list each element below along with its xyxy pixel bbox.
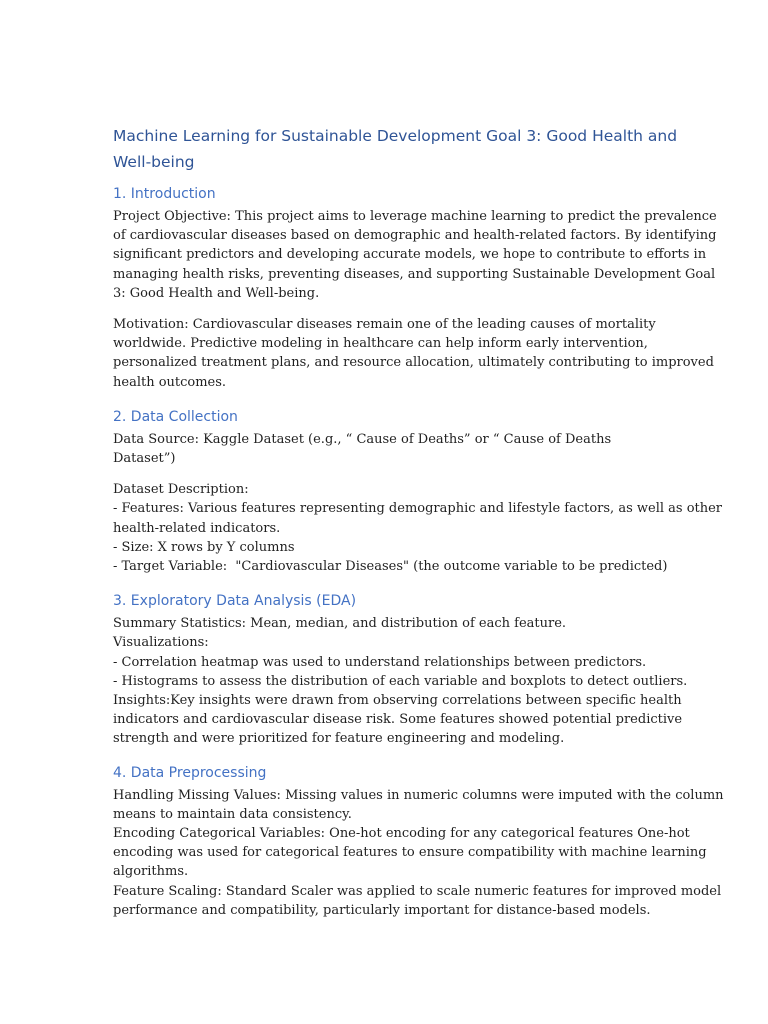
dataset-description-block: Dataset Description: - Features: Various features representing demographic and lifestyle factors, as well as other health-related indicators. - Size: X rows by Y columns - Target Variable: "Cardiovascular Diseases" (the outcome variable to be predicted) [113, 480, 658, 576]
document-title-line: Well-being [113, 153, 195, 171]
data-source-paragraph: Data Source: Kaggle Dataset (e.g., “ Cause of Deaths” or “ Cause of Deaths Dataset”) [113, 431, 612, 467]
document-title [113, 123, 678, 175]
section-heading-data-preprocessing: 4. Data Preprocessing [113, 764, 267, 781]
document-page [113, 120, 724, 920]
histograms-line: - Histograms to assess the distribution of each variable and boxplots to detect outliers. [113, 673, 688, 689]
preprocessing-block: Handling Missing Values: Missing values in numeric columns were imputed with the column means to maintain data consistency. Encoding Categorical Variables: One-hot encoding for any categorical features One-hot encoding was used for categorical features to ensure compatibility with machine learning algorithms. Feature Scaling: Standard Scaler was applied to scale numeric features for improved model performance and compatibility, particularly important for distance-based models. [113, 787, 724, 918]
motivation-paragraph: Motivation: Cardiovascular diseases remain one of the leading causes of mortality worldwide. Predictive modeling in healthcare can help inform early intervention, personalized treatment plans, and resource allocation, ultimately contributing to improved health outcomes. [113, 317, 714, 390]
dataset-size-line: - Size: X rows by Y columns [113, 539, 295, 555]
dataset-description-label: Dataset Description: [113, 482, 249, 498]
project-objective-paragraph: Project Objective: This project aims to leverage machine learning to predict the prevalence of cardiovascular diseases based on demographic and health-related factors. By identifying significant predictors and developing accurate models, we hope to contribute to efforts in managing health risks, preventing diseases, and supporting Sustainable Development Goal 3: Good Health and Well-being. [113, 209, 717, 301]
section-heading-data-collection: 2. Data Collection [113, 408, 238, 425]
section-heading-introduction: 1. Introduction [113, 186, 216, 202]
document-title-line: Machine Learning for Sustainable Development Goal 3: Good Health and [113, 127, 678, 145]
correlation-heatmap-line: - Correlation heatmap was used to understand relationships between predictors. [113, 654, 647, 670]
target-variable-line: - Target Variable: "Cardiovascular Diseases" (the outcome variable to be predicted) [113, 559, 668, 575]
summary-statistics-line: Summary Statistics: Mean, median, and distribution of each feature. [113, 616, 567, 632]
eda-block: Summary Statistics: Mean, median, and distribution of each feature. Visualizations: - Correlation heatmap was used to understand relationships between predictors. - Histograms to assess the distribution of each variable and boxplots to detect outliers. Insights:Key insights were drawn from observing correlations between specific health indicators and cardiovascular disease risk. Some features showed potential predictive strength and were prioritized for feature engineering and modeling. [113, 616, 688, 747]
section-heading-eda: 3. Exploratory Data Analysis (EDA) [113, 593, 357, 610]
visualizations-label: Visualizations: [113, 635, 209, 651]
